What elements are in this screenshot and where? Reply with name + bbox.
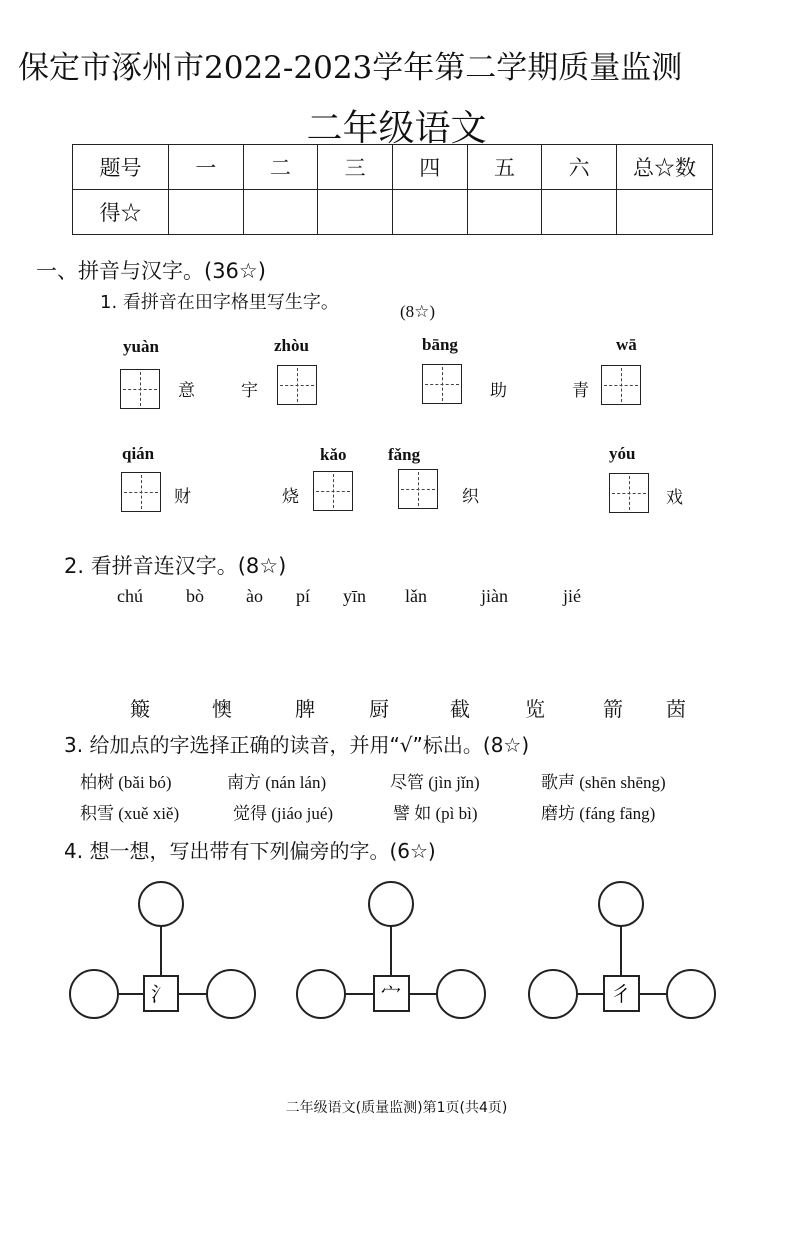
- score-cell: 六: [542, 145, 617, 190]
- answer-circle[interactable]: [207, 970, 255, 1018]
- q2-prompt: 2. 看拼音连汉字。(8☆): [64, 554, 287, 578]
- pinyin-label: yuàn: [123, 337, 159, 356]
- score-cell: 总☆数: [617, 145, 713, 190]
- given-char: 宇: [241, 381, 258, 401]
- q2-pinyin-item[interactable]: lǎn: [405, 586, 427, 606]
- score-input-cell[interactable]: [243, 190, 318, 235]
- answer-circle[interactable]: [667, 970, 715, 1018]
- score-cell: 得☆: [73, 190, 169, 235]
- score-input-cell[interactable]: [392, 190, 467, 235]
- q3-option-group[interactable]: 歌声 (shēn shēng): [541, 773, 666, 792]
- q1-score: (8☆): [400, 302, 436, 321]
- answer-circle[interactable]: [70, 970, 118, 1018]
- q3-option-group[interactable]: 尽管 (jìn jǐn): [390, 773, 480, 792]
- q2-char-item[interactable]: 脾: [295, 697, 315, 721]
- section1-heading: 一、拼音与汉字。(36☆): [36, 259, 266, 283]
- radical-diagram-1: [70, 882, 255, 1018]
- q3-option-group[interactable]: 柏树 (bǎi bó): [80, 773, 172, 792]
- score-table-header-row: [73, 145, 713, 190]
- tianzige-box[interactable]: [398, 469, 438, 509]
- given-char: 青: [572, 381, 589, 401]
- given-char: 烧: [282, 487, 299, 507]
- radical-char: 彳: [611, 982, 631, 1006]
- exam-title: 保定市涿州市2022-2023学年第二学期质量监测: [18, 50, 683, 86]
- radical-char: 宀: [381, 982, 401, 1006]
- pinyin-label: fǎng: [388, 445, 421, 464]
- given-char: 织: [462, 487, 479, 507]
- tianzige-box[interactable]: [313, 471, 353, 511]
- pinyin-label: kǎo: [320, 445, 347, 464]
- score-cell: 三: [318, 145, 393, 190]
- score-input-cell[interactable]: [169, 190, 244, 235]
- tianzige-box[interactable]: [121, 472, 161, 512]
- score-input-cell[interactable]: [318, 190, 393, 235]
- given-char: 财: [174, 487, 191, 507]
- q3-option-group[interactable]: 积雪 (xuě xiě): [80, 804, 180, 823]
- pinyin-label: zhòu: [274, 336, 309, 355]
- q2-pinyin-item[interactable]: pí: [296, 586, 311, 606]
- pinyin-label: qián: [122, 444, 155, 463]
- pinyin-label: wā: [616, 335, 637, 354]
- score-input-cell[interactable]: [467, 190, 542, 235]
- q2-char-item[interactable]: 懊: [212, 697, 232, 721]
- answer-circle[interactable]: [297, 970, 345, 1018]
- answer-circle[interactable]: [529, 970, 577, 1018]
- score-input-cell[interactable]: [542, 190, 617, 235]
- tianzige-box[interactable]: [601, 365, 641, 405]
- q2-pinyin-item[interactable]: bò: [186, 586, 204, 606]
- q2-char-item[interactable]: 览: [525, 697, 545, 721]
- score-cell: 四: [392, 145, 467, 190]
- q2-char-item[interactable]: 箭: [603, 697, 623, 721]
- q3-option-group[interactable]: 南方 (nán lán): [227, 773, 327, 792]
- score-cell: 二: [243, 145, 318, 190]
- page-footer: 二年级语文(质量监测)第1页(共4页): [285, 1100, 508, 1116]
- q3-option-group[interactable]: 磨坊 (fáng fāng): [541, 804, 656, 823]
- given-char: 戏: [666, 488, 683, 508]
- q2-pinyin-item[interactable]: yīn: [343, 586, 367, 606]
- pinyin-label: bāng: [422, 335, 458, 354]
- pinyin-label: yóu: [609, 444, 636, 463]
- score-cell: 一: [169, 145, 244, 190]
- answer-circle[interactable]: [437, 970, 485, 1018]
- q2-pinyin-item[interactable]: ào: [246, 586, 263, 606]
- q1-prompt: 1. 看拼音在田字格里写生字。: [100, 292, 339, 313]
- q4-prompt: 4. 想一想，写出带有下列偏旁的字。(6☆): [64, 839, 436, 863]
- q2-char-item[interactable]: 簸: [130, 697, 150, 721]
- exam-subtitle: 二年级语文: [306, 108, 487, 149]
- q2-pinyin-item[interactable]: jié: [563, 586, 581, 606]
- answer-circle[interactable]: [599, 882, 643, 926]
- q2-char-item[interactable]: 截: [450, 697, 470, 721]
- score-table: [72, 144, 713, 235]
- radical-char: 氵: [151, 982, 171, 1006]
- score-table-score-row: [73, 190, 713, 235]
- radical-diagram-2: [297, 882, 485, 1018]
- radical-diagrams: [0, 880, 793, 1040]
- tianzige-box[interactable]: [422, 364, 462, 404]
- score-cell: 五: [467, 145, 542, 190]
- q2-char-item[interactable]: 厨: [369, 697, 389, 721]
- given-char: 助: [490, 381, 507, 401]
- q3-prompt: 3. 给加点的字选择正确的读音，并用“√”标出。(8☆): [64, 733, 530, 757]
- score-cell: 题号: [73, 145, 169, 190]
- answer-circle[interactable]: [369, 882, 413, 926]
- radical-diagram-3: [529, 882, 715, 1018]
- q3-option-group[interactable]: 譬 如 (pì bì): [393, 804, 478, 823]
- q2-char-item[interactable]: 茵: [666, 697, 686, 721]
- tianzige-box[interactable]: [277, 365, 317, 405]
- given-char: 意: [178, 381, 195, 401]
- q2-pinyin-item[interactable]: chú: [117, 586, 143, 606]
- tianzige-box[interactable]: [120, 369, 160, 409]
- answer-circle[interactable]: [139, 882, 183, 926]
- q2-pinyin-item[interactable]: jiàn: [481, 586, 508, 606]
- q3-option-group[interactable]: 觉得 (jiáo jué): [233, 804, 334, 823]
- score-input-cell[interactable]: [617, 190, 713, 235]
- tianzige-box[interactable]: [609, 473, 649, 513]
